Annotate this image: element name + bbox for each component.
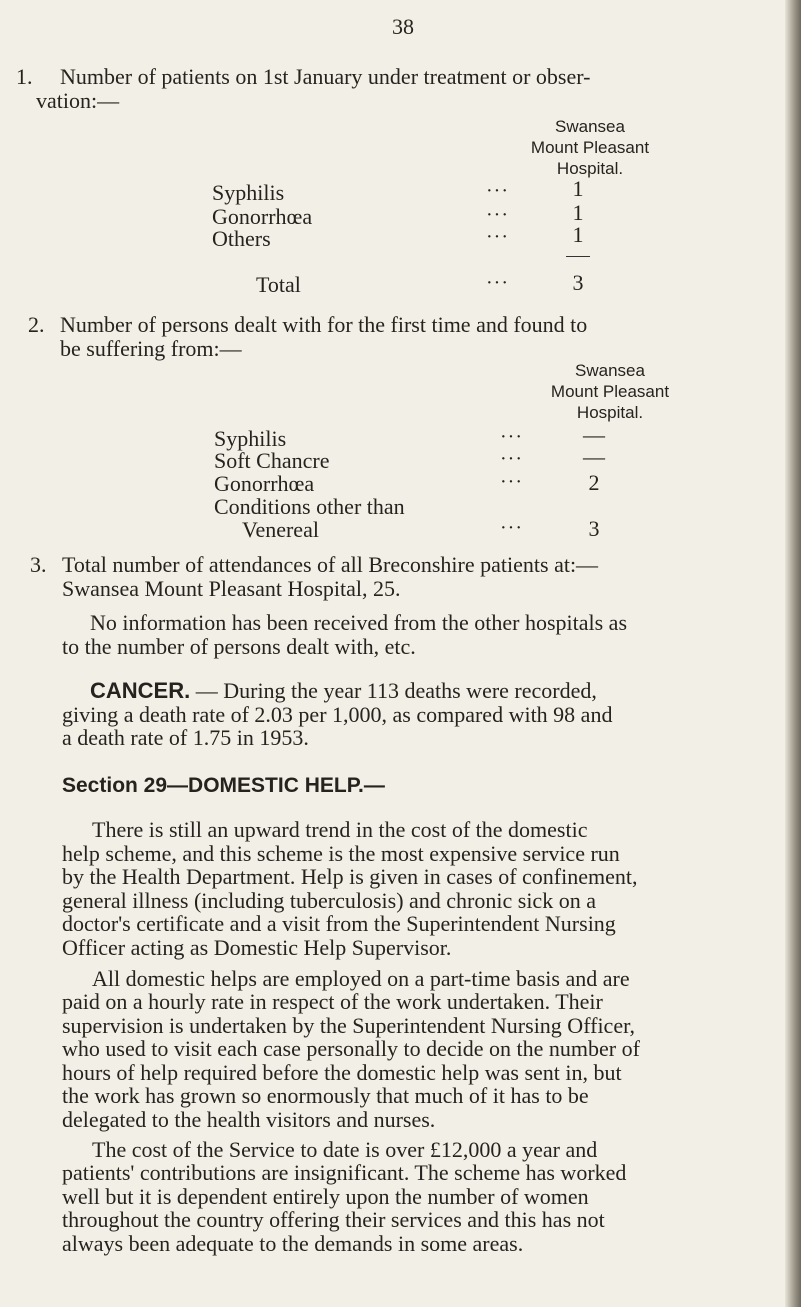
item2-number: 2. — [28, 312, 45, 337]
item1-heading-line1: Number of patients on 1st January under treatment or obser- — [60, 64, 591, 89]
item1-row-label: Others — [212, 226, 271, 251]
para3-line: well but it is dependent entirely upon the number of women — [62, 1184, 589, 1209]
item2-row-label: Soft Chancre — [214, 448, 330, 473]
item2-heading-line2: be suffering from:— — [60, 336, 242, 361]
item2-row-value: — — [583, 422, 605, 447]
item1-row-label: Gonorrhœa — [212, 204, 313, 229]
para2-line: All domestic helps are employed on a part-time basis and are — [92, 966, 630, 991]
hospital-header-line: Mount Pleasant — [530, 138, 650, 157]
para2-line: delegated to the health visitors and nurses. — [62, 1107, 436, 1132]
para2-line: paid on a hourly rate in respect of the work undertaken. Their — [62, 989, 603, 1014]
leader-dots: ··· — [500, 426, 523, 448]
para1-line: There is still an upward trend in the cost of the domestic — [92, 817, 588, 842]
para2-line: supervision is undertaken by the Superintendent Nursing Officer, — [62, 1013, 636, 1038]
item1-row-value: 1 — [572, 222, 584, 247]
item2-row-value: — — [583, 444, 605, 469]
leader-dots: ··· — [486, 180, 509, 202]
item1-row-label: Syphilis — [212, 180, 285, 205]
cancer-line1 — [90, 678, 597, 704]
leader-dots: ··· — [500, 448, 523, 470]
item2-row-label: Conditions other than — [214, 494, 405, 519]
para3-line: always been adequate to the demands in some areas. — [62, 1231, 524, 1256]
para1-line: by the Health Department. Help is given in cases of confinement, — [62, 864, 638, 889]
leader-dots: ··· — [486, 204, 509, 226]
para3-line: The cost of the Service to date is over £12,000 a year and — [92, 1137, 598, 1162]
total-rule — [566, 256, 590, 257]
item2-hospital-header — [540, 360, 680, 423]
item3-line1: Total number of attendances of all Breconshire patients at:— — [62, 552, 599, 577]
leader-dots: ··· — [500, 517, 523, 539]
item1-row-value: 1 — [572, 200, 584, 225]
hospital-header-line: Hospital. — [576, 403, 644, 422]
para1-line: general illness (including tuberculosis) and chronic sick on a — [62, 888, 596, 913]
item1-heading-line2: vation:— — [36, 88, 120, 113]
no-info-line1: No information has been received from the other hospitals as — [90, 610, 628, 635]
item2-row-value: 2 — [588, 470, 600, 495]
cancer-text: — During the year 113 deaths were recorded, — [195, 678, 597, 703]
item2-row-value: 3 — [588, 516, 600, 541]
para3-line: patients' contributions are insignificant. The scheme has worked — [62, 1160, 627, 1185]
para2-line: the work has grown so enormously that much of it has to be — [62, 1083, 589, 1108]
item1-number: 1. — [16, 64, 33, 89]
leader-dots: ··· — [486, 226, 509, 248]
hospital-header-line: Mount Pleasant — [550, 382, 670, 401]
para1-line: help scheme, and this scheme is the most expensive service run — [62, 841, 620, 866]
item1-hospital-header — [520, 116, 660, 179]
item2-row-label: Venereal — [242, 517, 319, 542]
hospital-header-line: Hospital. — [556, 159, 624, 178]
no-info-line2: to the number of persons dealt with, etc. — [62, 634, 416, 659]
item2-row-label: Syphilis — [214, 426, 287, 451]
hospital-header-line: Swansea — [575, 361, 645, 380]
page-edge-shadow — [785, 0, 801, 1307]
hospital-header-line: Swansea — [555, 117, 625, 136]
cancer-heading: CANCER. — [90, 678, 191, 703]
para2-line: who used to visit each case personally to decide on the number of — [62, 1036, 640, 1061]
para3-line: throughout the country offering their services and this has not — [62, 1207, 605, 1232]
leader-dots: ··· — [500, 471, 523, 493]
cancer-line2: giving a death rate of 2.03 per 1,000, as compared with 98 and — [62, 702, 613, 727]
section29-heading: Section 29—DOMESTIC HELP.— — [62, 774, 385, 797]
para2-line: hours of help required before the domestic help was sent in, but — [62, 1060, 622, 1085]
item3-number: 3. — [30, 552, 47, 577]
para1-line: Officer acting as Domestic Help Supervisor. — [62, 935, 452, 960]
page-number: 38 — [392, 14, 414, 39]
item1-total-label: Total — [256, 272, 301, 297]
item1-row-value: 1 — [572, 176, 584, 201]
item2-heading-line1: Number of persons dealt with for the first time and found to — [60, 312, 588, 337]
item1-total-value: 3 — [572, 270, 584, 295]
para1-line: doctor's certificate and a visit from the Superintendent Nursing — [62, 911, 616, 936]
item2-row-label: Gonorrhœa — [214, 471, 315, 496]
leader-dots: ··· — [486, 272, 509, 294]
cancer-line3: a death rate of 1.75 in 1953. — [62, 725, 309, 750]
item3-line2: Swansea Mount Pleasant Hospital, 25. — [62, 576, 401, 601]
